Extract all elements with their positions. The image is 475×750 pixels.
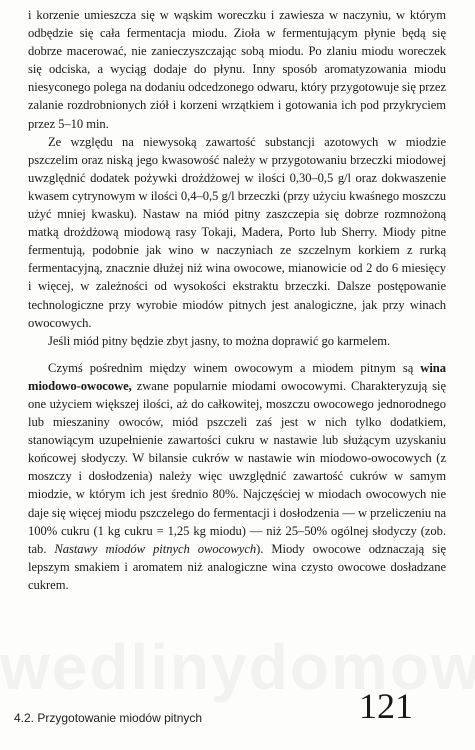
section-title: 4.2. Przygotowanie miodów pitnych bbox=[14, 711, 203, 725]
fruit-meads-suffix: ). Miody owocowe odznaczają się lepszym smakiem i aromatem niż analogiczne wina czysto owocowe dosładzane cukrem. bbox=[28, 541, 446, 592]
paragraph-nitrogen-acidity: Ze względu na niewysoką zawartość substancji azotowych w miodzie pszczelim oraz niską jego kwasowość należy w przygotowaniu brzeczki miodowej uwzględnić dodatek pożywki drożdżowej w ilości 0,30–0,5 g/l oraz dokwaszenie kwasem cytrynowym w ilości 0,4–0,5 g/l brzeczki (przy użyciu kwaśnego moszczu użyć mniej kwasku). Nastaw na miód pitny zaszczepia się dobrze rozmnożoną matką drożdżową miodową rasy Tokaji, Madera, Porto lub Sherry. Miody pitne fermentują, podobnie jak wino w naczyniach ze szczelnym korkiem z rurką fermentacyjną, znacznie dłużej niż wina owocowe, mianowicie od 2 do 6 miesięcy i więcej, w zależności od wysokości ekstraktu brzeczki. Dalsze postępowanie technologiczne przy wyrobie miodów pitnych jest analogiczne, jak przy winach owocowych. bbox=[28, 134, 446, 330]
body-text bbox=[28, 6, 446, 594]
page-footer bbox=[0, 680, 475, 740]
paragraph-continuation: i korzenie umieszcza się w wąskim woreczku i zawiesza w naczyniu, w którym odbędzie się cała fermentacja miodu. Zioła w fermentującym płynie będą się dobrze macerować, nie zanieczyszczając sobą miodu. Po zlaniu miodu woreczek się odciska, a wyciąg dodaje do płynu. Inny sposób aromatyzowania miodu niesyconego polega na dodaniu odcedzonego odwaru, który przygotowuje się przez zalanie rozdrobnionych ziół i korzeni wrzątkiem i gotowania ich pod przykryciem przez 5–10 min. bbox=[28, 8, 446, 131]
table-reference: Nastawy miodów pitnych owocowych bbox=[54, 541, 257, 556]
fruit-meads-term: wina miodowo-owocowe, bbox=[28, 360, 446, 393]
paragraph-fruit-meads bbox=[28, 359, 446, 594]
fruit-meads-prefix: Czymś pośrednim między winem owocowym a miodem pitnym są bbox=[48, 360, 421, 375]
fruit-meads-body: zwane popularnie miodami owocowymi. Charakteryzują się one użyciem większej ilości, aż do całkowitej, moszczu owocowego jednorodnego lub mieszaniny owoców, miód pszczeli zaś jest w nich tylko dodatkiem, stanowiącym uzupełnienie zawartości cukru w nastawie lub służącym uzyskaniu końcowej słodyczy. W bilansie cukrów w nastawie win miodowo-owocowych (z moszczy i dosłodzenia) należy więc uwzględnić zawartość cukrów w samym miodzie, w którym ich jest średnio 80%. Najczęściej w miodach owocowych nie daje się więcej miodu pszczelego do fermentacji i dosłodzenia — w przeliczeniu na 100% cukru (1 kg cukru = 1,25 kg miodu) — niż 25–50% ogólnej słodyczy (zob. tab. bbox=[28, 378, 446, 556]
page-number: 121 bbox=[359, 686, 413, 726]
paragraph-caramel: Jeśli miód pitny będzie zbyt jasny, to można doprawić go karmelem. bbox=[48, 333, 391, 348]
